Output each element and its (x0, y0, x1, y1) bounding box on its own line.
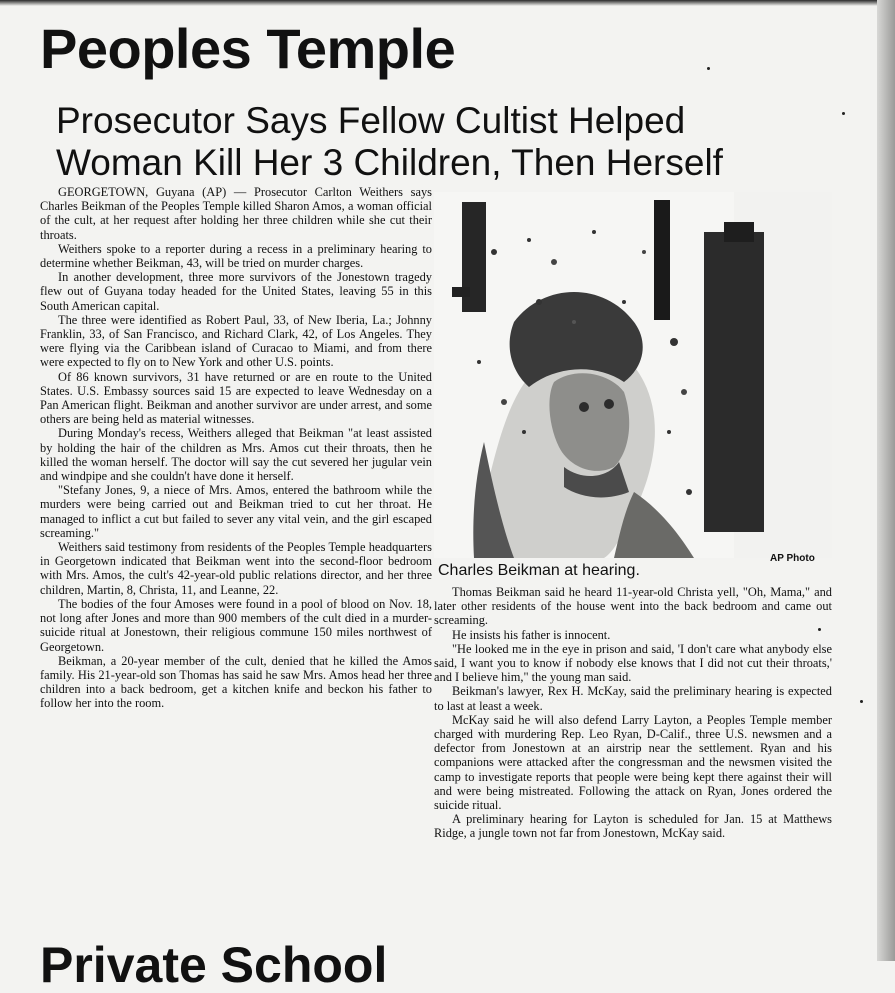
article-paragraph: McKay said he will also defend Larry Layton, a Peoples Temple member charged with murdering Rep. Leo Ryan, D-Calif., three U.S. newsmen and a defector from Jonestown at an airstrip near the settlement. Ryan and his companions were attacked after the congressman and the newsmen visited the camp to investigate reports that people were being kept there against their will and were being mistreated. Following the attack on Ryan, Jones ordered the suicide ritual. (434, 712, 832, 813)
article-paragraph: Beikman, a 20-year member of the cult, denied that he killed the Amos family. His 21-year-old son Thomas has said he saw Mrs. Amos head her three children into a back bedroom, get a kitchen knife and beckon his father to follow her into the room. (40, 653, 432, 711)
article-paragraph: He insists his father is innocent. (452, 627, 611, 642)
article-paragraph: "He looked me in the eye in prison and said, 'I don't care what anybody else said, I want you to know if nobody else knows that I did not cut their throats,' and I believe him," the young man said. (434, 641, 832, 685)
photo-credit: AP Photo (770, 553, 815, 564)
article-paragraph: Thomas Beikman said he heard 11-year-old Christa yell, "Oh, Mama," and later other residents of the house went into the back bedroom and came out screaming. (434, 585, 832, 628)
print-speck (842, 112, 845, 115)
article-paragraph: During Monday's recess, Weithers alleged that Beikman "at least assisted by holding the hair of the children as Mrs. Amos cut their throats, then he killed the woman herself. The doctor will say the cut severed her jugular vein and windpipe and she couldn't have done it herself. (40, 426, 432, 484)
article-paragraph: "Stefany Jones, 9, a niece of Mrs. Amos, entered the bathroom while the murders were being carried out and Beikman tried to cut her throat. He managed to inflict a cut but failed to sever any vital vein, and the girl escaped screaming." (40, 483, 432, 540)
halftone-portrait-image (434, 192, 832, 558)
print-speck (707, 67, 710, 70)
headline-line-1: Prosecutor Says Fellow Cultist Helped (56, 100, 686, 141)
article-paragraph: The three were identified as Robert Paul, 33, of New Iberia, La.; Johnny Franklin, 33, of San Francisco, and Richard Clark, 42, of Los Angeles. They were flying via the Caribbean island of Curacao to Miami, and from there were expected to fly on to New York and other U.S. points. (40, 312, 432, 370)
article-paragraph: Weithers spoke to a reporter during a recess in a preliminary hearing to determine whether Beikman, 43, will be tried on murder charges. (40, 241, 432, 271)
article-paragraph: The bodies of the four Amoses were found in a pool of blood on Nov. 18, not long after Jones and more than 900 members of the cult died in a murder-suicide ritual at Jonestown, their religious commune 150 miles northwest of Georgetown. (40, 596, 432, 654)
next-article-headline: Private School (40, 937, 388, 993)
article-paragraph: Weithers said testimony from residents of the Peoples Temple headquarters in Georgetown indicated that Beikman went into the second-floor bedroom with Mrs. Amos, the cult's 42-year-old public relations director, and her three children, Martin, 8, Christa, 11, and Leanne, 22. (40, 540, 432, 597)
scan-top-edge (0, 0, 895, 6)
next-article-headline-cropped (40, 937, 540, 993)
news-photo (434, 192, 832, 558)
article-right-column (434, 585, 832, 841)
article-paragraph: In another development, three more survivors of the Jonestown tragedy flew out of Guyana today headed for the United States, leaving 55 in this South American capital. (40, 270, 432, 313)
photo-caption: Charles Beikman at hearing. (438, 562, 640, 579)
section-title: Peoples Temple (40, 17, 456, 80)
headline-line-2: Woman Kill Her 3 Children, Then Herself (56, 142, 723, 183)
article-paragraph: A preliminary hearing for Layton is scheduled for Jan. 15 at Matthews Ridge, a jungle town not far from Jonestown, McKay said. (434, 812, 832, 841)
scan-right-edge (877, 0, 895, 961)
article-paragraph: GEORGETOWN, Guyana (AP) — Prosecutor Carlton Weithers says Charles Beikman of the Peoples Temple killed Sharon Amos, a woman official of the cult, at her request after holding her three children while she cut their throats. (40, 185, 432, 242)
article-paragraph: Beikman's lawyer, Rex H. McKay, said the preliminary hearing is expected to last at least a week. (434, 684, 832, 713)
article-paragraph: Of 86 known survivors, 31 have returned or are en route to the United States. U.S. Embassy sources said 15 are expected to leave Wednesday on a Pan American flight. Beikman and another survivor are under arrest, and some others are being held as material witnesses. (40, 369, 432, 427)
print-speck (818, 628, 821, 631)
print-speck (860, 700, 863, 703)
article-left-column (40, 185, 432, 711)
headline (56, 100, 836, 184)
